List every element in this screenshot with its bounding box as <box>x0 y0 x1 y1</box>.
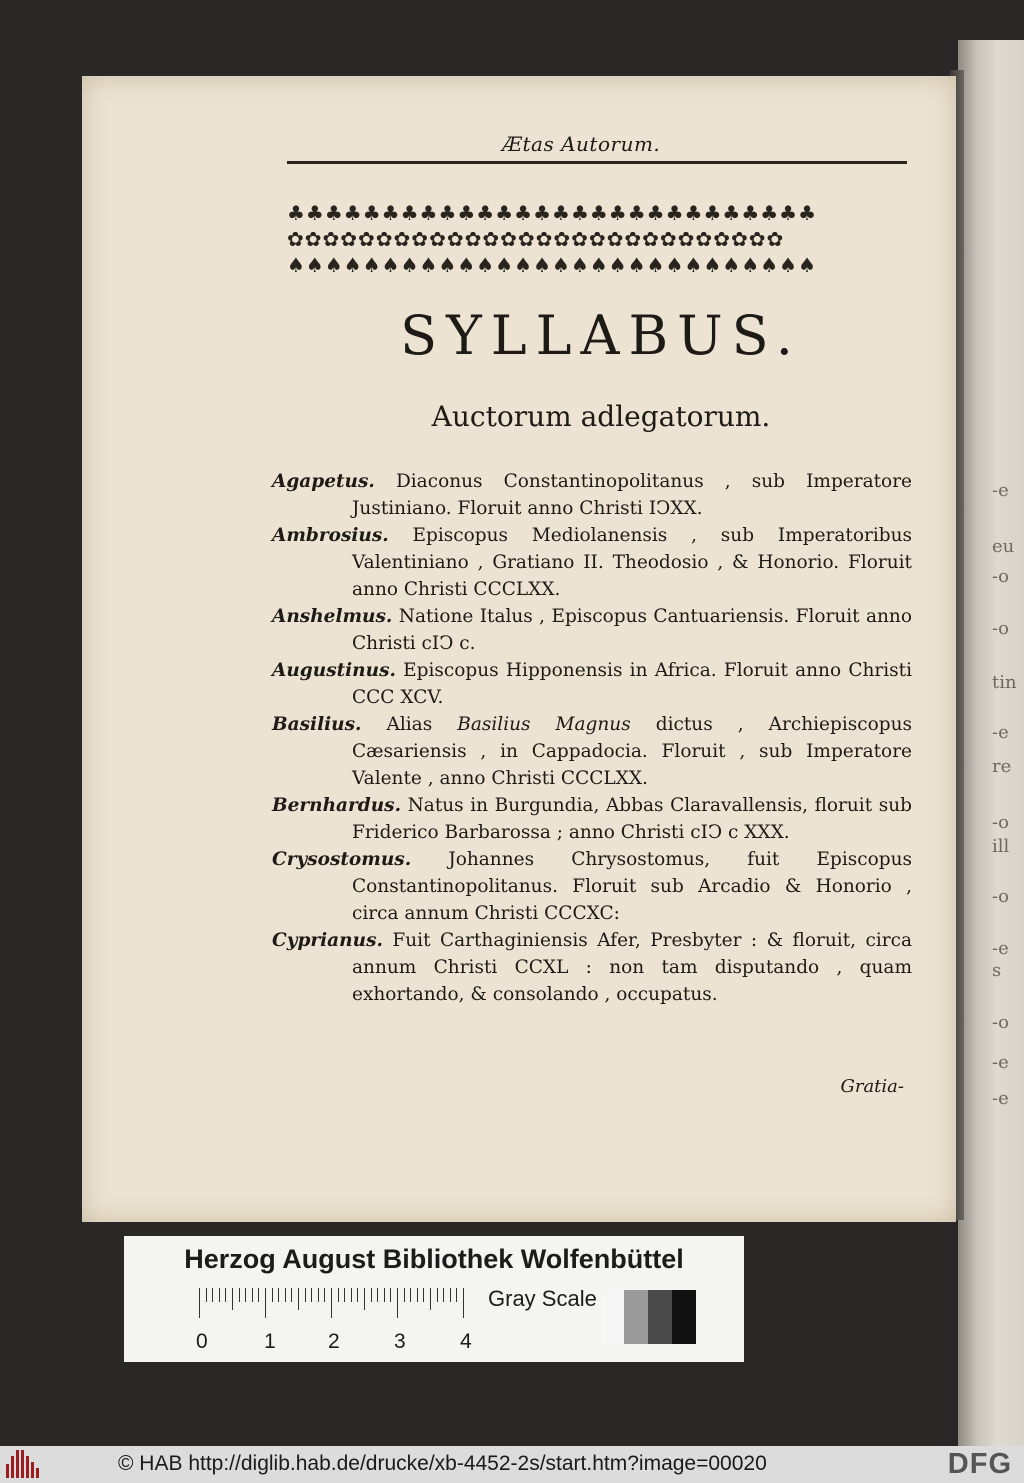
adjacent-text-fragment: s <box>992 960 1002 981</box>
page-title: SYLLABUS. <box>400 304 802 367</box>
ruler-tick <box>410 1288 411 1302</box>
ruler-tick <box>212 1288 213 1302</box>
ruler-tick <box>423 1288 424 1302</box>
author-entry <box>272 522 912 603</box>
gray-swatch <box>624 1290 648 1344</box>
adjacent-text-fragment: eu <box>992 536 1015 557</box>
ruler-tick <box>364 1288 365 1310</box>
author-description-prefix: Alias <box>386 714 458 735</box>
adjacent-text-fragment: -e <box>992 480 1009 501</box>
ruler-tick <box>225 1288 226 1302</box>
ruler-tick <box>252 1288 253 1302</box>
footer-bar <box>0 1446 1024 1483</box>
ruler-tick <box>404 1288 405 1302</box>
author-description: Episcopus Mediolanensis , sub Imperatoribus Valentiniano , Gratiano II. Theodosio , & Honorio. Floruit anno Christi CCCLXX. <box>352 525 912 600</box>
ruler-tick <box>390 1288 391 1302</box>
author-name: Anshelmus. <box>272 606 393 627</box>
ruler-tick <box>437 1288 438 1302</box>
adjacent-text-fragment: -o <box>992 618 1009 639</box>
ruler-tick <box>331 1288 332 1318</box>
author-entry <box>272 711 912 792</box>
scale-ruler <box>199 1288 489 1322</box>
adjacent-text-fragment: -o <box>992 566 1009 587</box>
adjacent-text-fragment: -o <box>992 886 1009 907</box>
ornament-row: ♠♠♠♠♠♠♠♠♠♠♠♠♠♠♠♠♠♠♠♠♠♠♠♠♠♠♠♠ <box>287 253 818 277</box>
author-entry <box>272 603 912 657</box>
adjacent-text-fragment: ill <box>992 836 1010 857</box>
author-entry <box>272 792 912 846</box>
ruler-tick <box>199 1288 200 1318</box>
ruler-tick <box>272 1288 273 1302</box>
adjacent-text-fragment: -e <box>992 938 1009 959</box>
ruler-tick <box>344 1288 345 1302</box>
adjacent-text-fragment: re <box>992 756 1012 777</box>
ruler-tick <box>311 1288 312 1302</box>
ruler-tick <box>351 1288 352 1302</box>
ruler-tick <box>278 1288 279 1302</box>
ruler-tick <box>265 1288 266 1318</box>
ruler-number: 0 <box>196 1330 208 1353</box>
ruler-tick <box>456 1288 457 1302</box>
adjacent-text-fragment: -e <box>992 1052 1009 1073</box>
author-name: Crysostomus. <box>272 849 412 870</box>
author-description: dictus , Archiepiscopus Cæsariensis , in Cappadocia. Floruit , sub Imperatore Valente , anno Christi CCCLXX. <box>352 714 912 789</box>
ruler-tick <box>318 1288 319 1302</box>
gray-swatch <box>648 1290 672 1344</box>
author-description: Natione Italus , Episcopus Cantuariensis. Floruit anno Christi cIↃ c. <box>352 606 912 654</box>
ruler-tick <box>258 1288 259 1302</box>
author-entry <box>272 846 912 927</box>
author-entry <box>272 927 912 1008</box>
adjacent-text-fragment: tin <box>992 672 1017 693</box>
ruler-tick <box>291 1288 292 1302</box>
ruler-tick <box>397 1288 398 1318</box>
ruler-tick <box>239 1288 240 1302</box>
author-alias: Basilius Magnus <box>457 714 631 735</box>
ruler-tick <box>417 1288 418 1302</box>
author-description: Fuit Carthaginiensis Afer, Presbyter : & floruit, circa annum Christi CCXL : non tam disputando , quam exhortando, & consolando , occupatus. <box>352 930 912 1005</box>
author-description: Natus in Burgundia, Abbas Claravallensis, floruit sub Friderico Barbarossa ; anno Christi cIↃ c XXX. <box>352 795 912 843</box>
library-name: Herzog August Bibliothek Wolfenbüttel <box>184 1244 684 1274</box>
ruler-tick <box>430 1288 431 1310</box>
adjacent-text-fragment: -o <box>992 812 1009 833</box>
author-name: Bernhardus. <box>272 795 402 816</box>
ornament-row: ✿✿✿✿✿✿✿✿✿✿✿✿✿✿✿✿✿✿✿✿✿✿✿✿✿✿✿✿ <box>287 227 785 251</box>
ruler-number: 3 <box>394 1330 406 1353</box>
ruler-number: 1 <box>264 1330 276 1353</box>
ruler-tick <box>357 1288 358 1302</box>
adjacent-text-fragment: -e <box>992 722 1009 743</box>
author-description: Diaconus Constantinopolitanus , sub Imperatore Justiniano. Floruit anno Christi IↃXX. <box>352 471 912 519</box>
dfg-logo: DFG <box>947 1448 1012 1480</box>
ruler-number: 4 <box>460 1330 472 1353</box>
running-head: Ætas Autorum. <box>502 132 661 156</box>
catchword: Gratia- <box>840 1076 904 1097</box>
ornament-row: ♣♣♣♣♣♣♣♣♣♣♣♣♣♣♣♣♣♣♣♣♣♣♣♣♣♣♣♣ <box>287 201 818 225</box>
author-description: Johannes Chrysostomus, fuit Episcopus Constantinopolitanus. Floruit sub Arcadio & Honorio , circa annum Christi CCCXC: <box>352 849 912 924</box>
book-page <box>82 76 956 1222</box>
adjacent-text-fragment: -e <box>992 1088 1009 1109</box>
ruler-tick <box>371 1288 372 1302</box>
gray-swatch <box>672 1290 696 1344</box>
ruler-tick <box>384 1288 385 1302</box>
author-description: Episcopus Hipponensis in Africa. Floruit anno Christi CCC XCV. <box>352 660 912 708</box>
author-entry <box>272 657 912 711</box>
ruler-tick <box>285 1288 286 1302</box>
author-name: Ambrosius. <box>272 525 389 546</box>
ruler-tick <box>443 1288 444 1302</box>
author-entry <box>272 468 912 522</box>
gray-swatch <box>602 1290 626 1344</box>
author-name: Agapetus. <box>272 471 375 492</box>
ruler-number: 2 <box>328 1330 340 1353</box>
ruler-tick <box>305 1288 306 1302</box>
ruler-tick <box>298 1288 299 1310</box>
hab-logo-icon <box>6 1450 44 1478</box>
page-subtitle: Auctorum adlegatorum. <box>431 400 771 433</box>
ruler-tick <box>219 1288 220 1302</box>
author-name: Augustinus. <box>272 660 396 681</box>
adjacent-text-fragment: -o <box>992 1012 1009 1033</box>
ruler-tick <box>245 1288 246 1302</box>
ruler-tick <box>450 1288 451 1302</box>
ruler-tick <box>324 1288 325 1302</box>
ruler-tick <box>206 1288 207 1302</box>
calibration-card <box>124 1236 744 1362</box>
author-name: Cyprianus. <box>272 930 383 951</box>
author-name: Basilius. <box>272 714 362 735</box>
copyright-url[interactable]: © HAB http://diglib.hab.de/drucke/xb-4452-2s/start.htm?image=00020 <box>118 1452 767 1475</box>
ruler-tick <box>463 1288 464 1318</box>
adjacent-page <box>958 40 1024 1460</box>
author-list <box>272 468 912 1008</box>
ruler-tick <box>338 1288 339 1302</box>
head-rule <box>287 161 907 164</box>
gray-scale-label: Gray Scale <box>488 1286 597 1311</box>
ruler-tick <box>377 1288 378 1302</box>
ruler-tick <box>232 1288 233 1310</box>
